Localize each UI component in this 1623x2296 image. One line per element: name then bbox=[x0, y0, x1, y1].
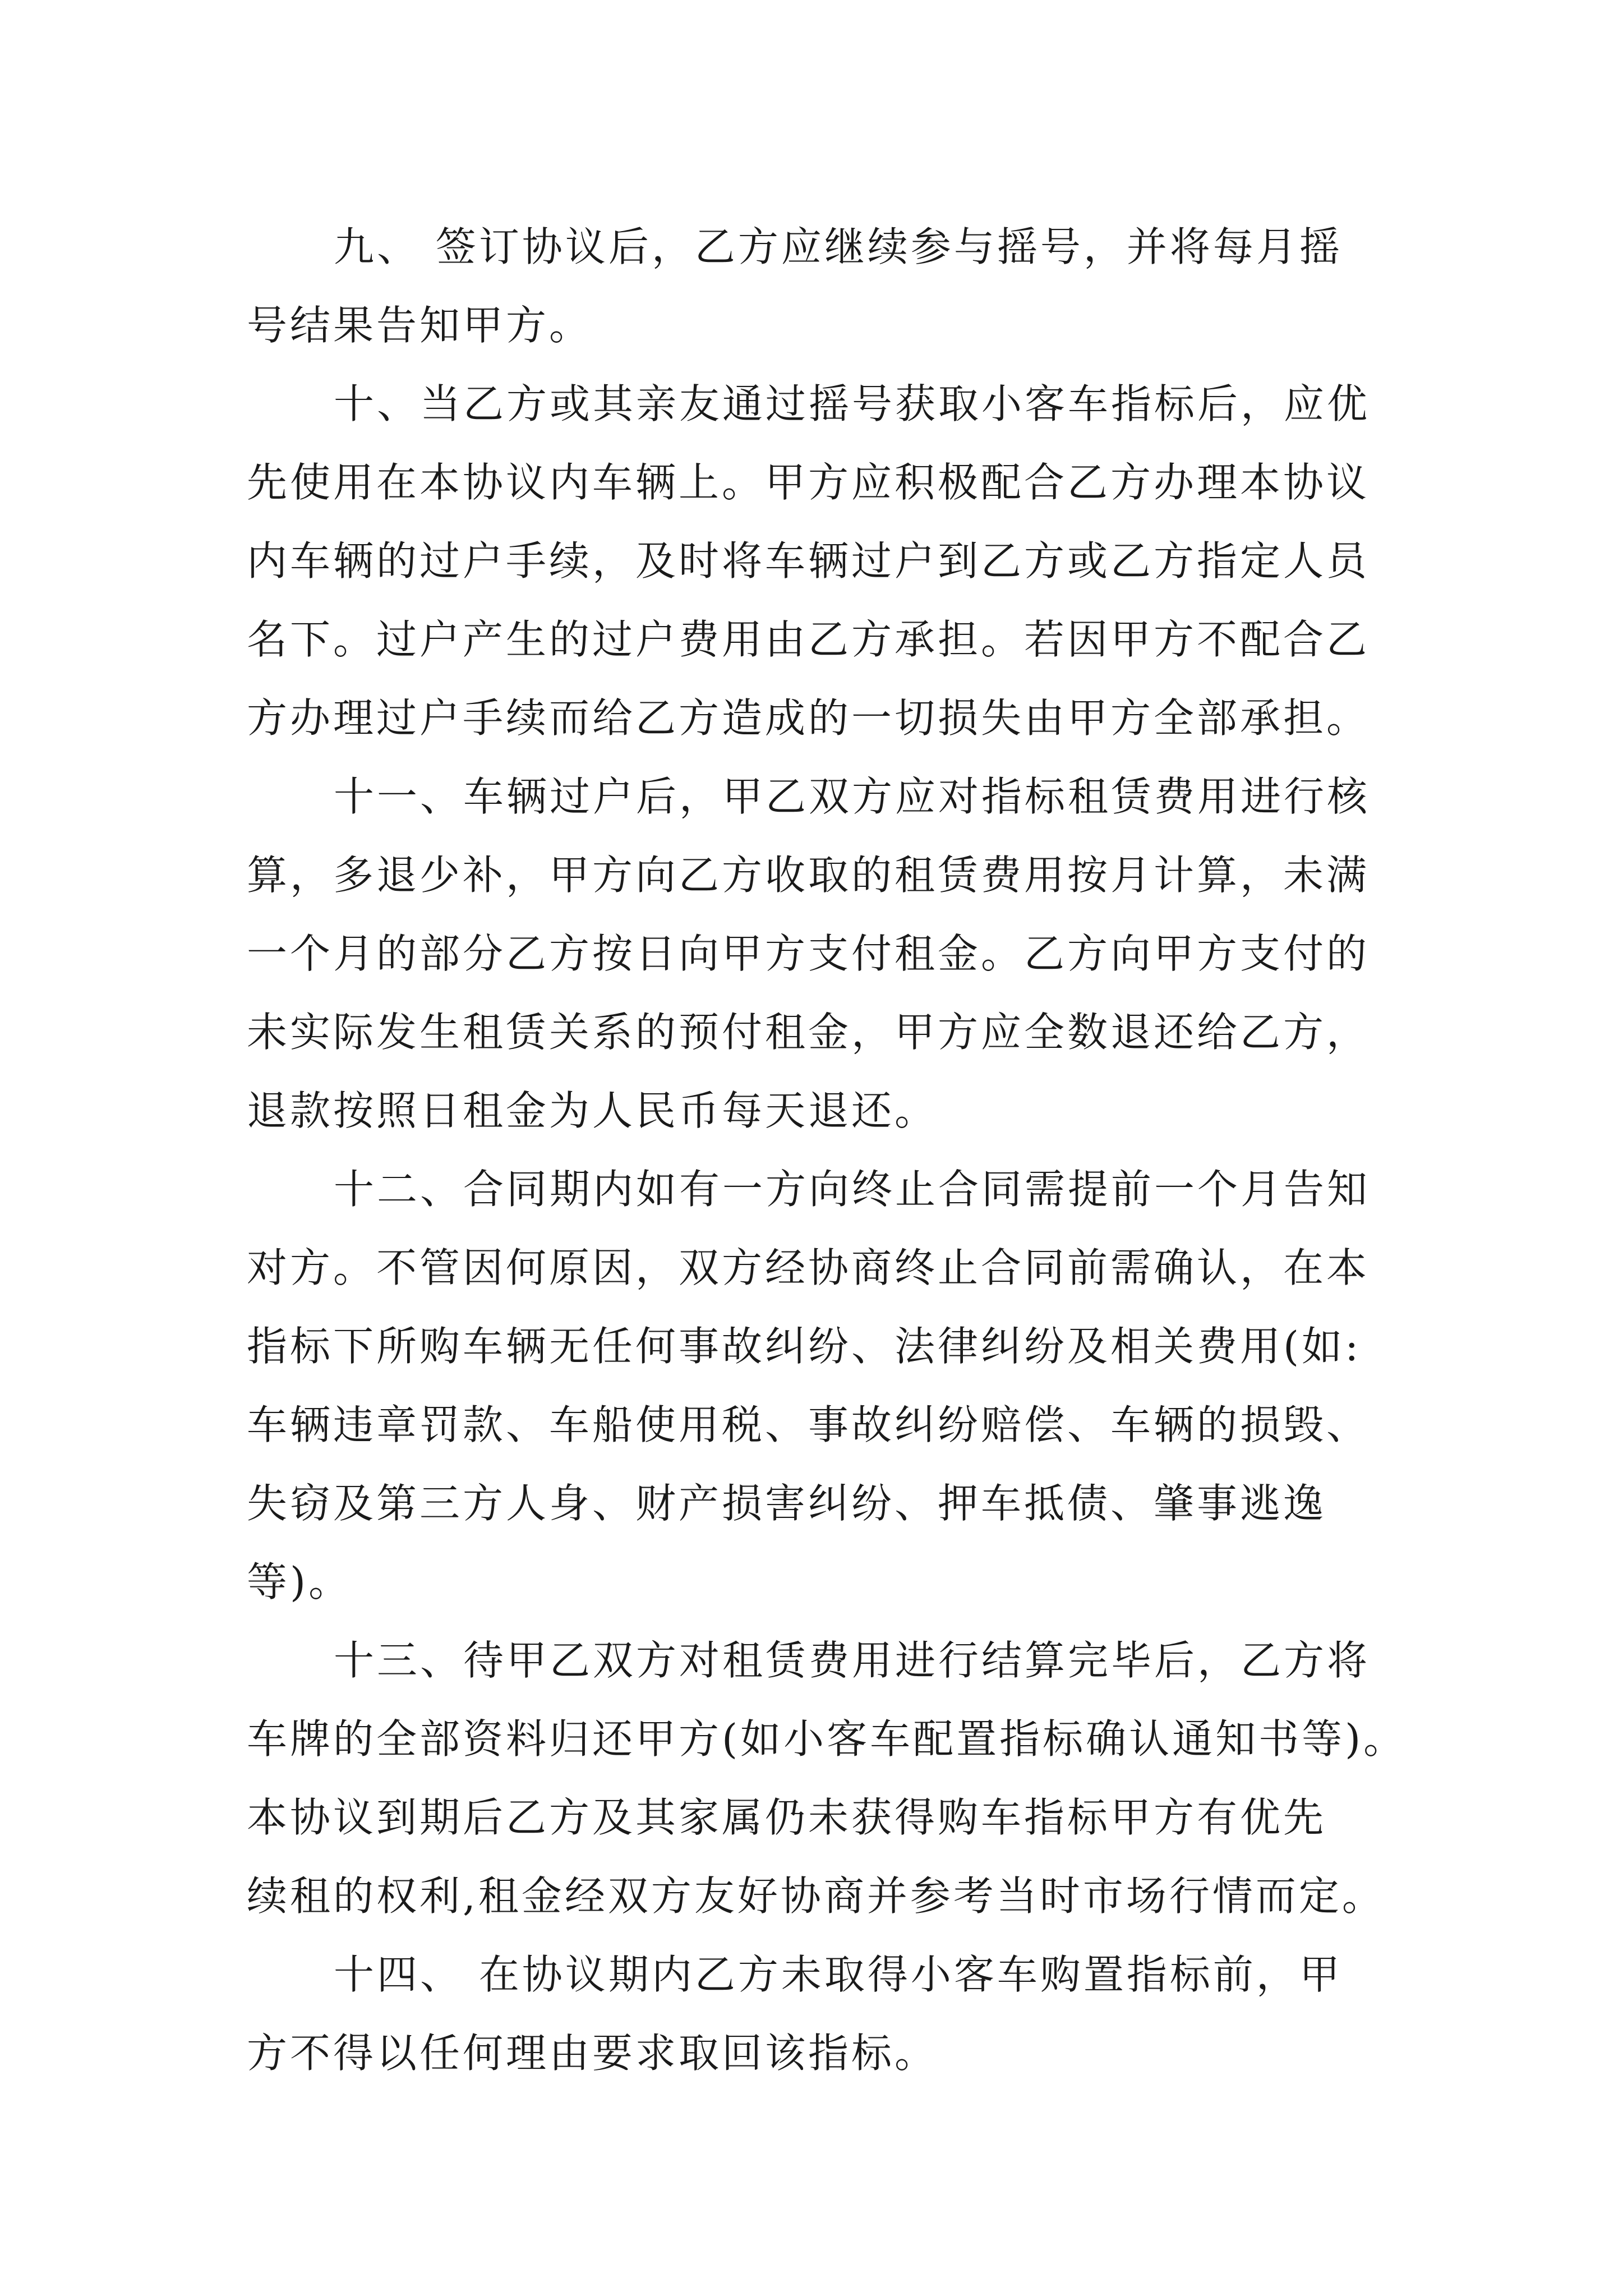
clause-10-line-1: 十、当乙方或其亲友通过摇号获取小客车指标后，应优 bbox=[334, 380, 1371, 427]
clause-11-line-4: 未实际发生租赁关系的预付租金，甲方应全数退还给乙方， bbox=[247, 1009, 1370, 1056]
document-body bbox=[247, 208, 1407, 2092]
clause-12-line-4: 车辆违章罚款、车船使用税、事故纠纷赔偿、车辆的损毁、 bbox=[247, 1401, 1370, 1448]
clause-13-line-4: 续租的权利,租金经双方友好协商并参考当时市场行情而定。 bbox=[247, 1872, 1385, 1920]
clause-10-line-3: 内车辆的过户手续，及时将车辆过户到乙方或乙方指定人员 bbox=[247, 537, 1370, 585]
clause-9-line-2: 号结果告知甲方。 bbox=[247, 302, 593, 349]
clause-13-line-1: 十三、待甲乙双方对租赁费用进行结算完毕后，乙方将 bbox=[334, 1637, 1371, 1684]
clause-10-line-2: 先使用在本协议内车辆上。甲方应积极配合乙方办理本协议 bbox=[247, 459, 1370, 506]
clause-12-line-5: 失窃及第三方人身、财产损害纠纷、押车抵债、肇事逃逸 bbox=[247, 1480, 1327, 1527]
clause-12-line-3: 指标下所购车辆无任何事故纠纷、法律纠纷及相关费用(如: bbox=[247, 1323, 1362, 1370]
clause-12-line-2: 对方。不管因何原因，双方经协商终止合同前需确认，在本 bbox=[247, 1244, 1370, 1291]
clause-11-line-5: 退款按照日租金为人民币每天退还。 bbox=[247, 1087, 938, 1134]
clause-11-line-1: 十一、车辆过户后，甲乙双方应对指标租赁费用进行核 bbox=[334, 773, 1371, 820]
clause-14-line-2: 方不得以任何理由要求取回该指标。 bbox=[247, 2030, 938, 2077]
clause-11-line-3: 一个月的部分乙方按日向甲方支付租金。乙方向甲方支付的 bbox=[247, 930, 1370, 977]
clause-12-line-1: 十二、合同期内如有一方向终止合同需提前一个月告知 bbox=[334, 1166, 1371, 1213]
clause-14-line-1: 十四、 在协议期内乙方未取得小客车购置指标前，甲 bbox=[334, 1951, 1343, 1998]
clause-11-line-2: 算，多退少补，甲方向乙方收取的租赁费用按月计算，未满 bbox=[247, 852, 1370, 899]
clause-13-line-3: 本协议到期后乙方及其家属仍未获得购车指标甲方有优先 bbox=[247, 1794, 1327, 1841]
clause-9-line-1: 九、 签订协议后，乙方应继续参与摇号，并将每月摇 bbox=[334, 223, 1343, 270]
clause-10-line-4: 名下。过户产生的过户费用由乙方承担。若因甲方不配合乙 bbox=[247, 616, 1370, 663]
clause-12-line-6: 等)。 bbox=[247, 1558, 352, 1605]
clause-13-line-2: 车牌的全部资料归还甲方(如小客车配置指标确认通知书等)。 bbox=[247, 1715, 1407, 1763]
clause-10-line-5: 方办理过户手续而给乙方造成的一切损失由甲方全部承担。 bbox=[247, 694, 1370, 742]
